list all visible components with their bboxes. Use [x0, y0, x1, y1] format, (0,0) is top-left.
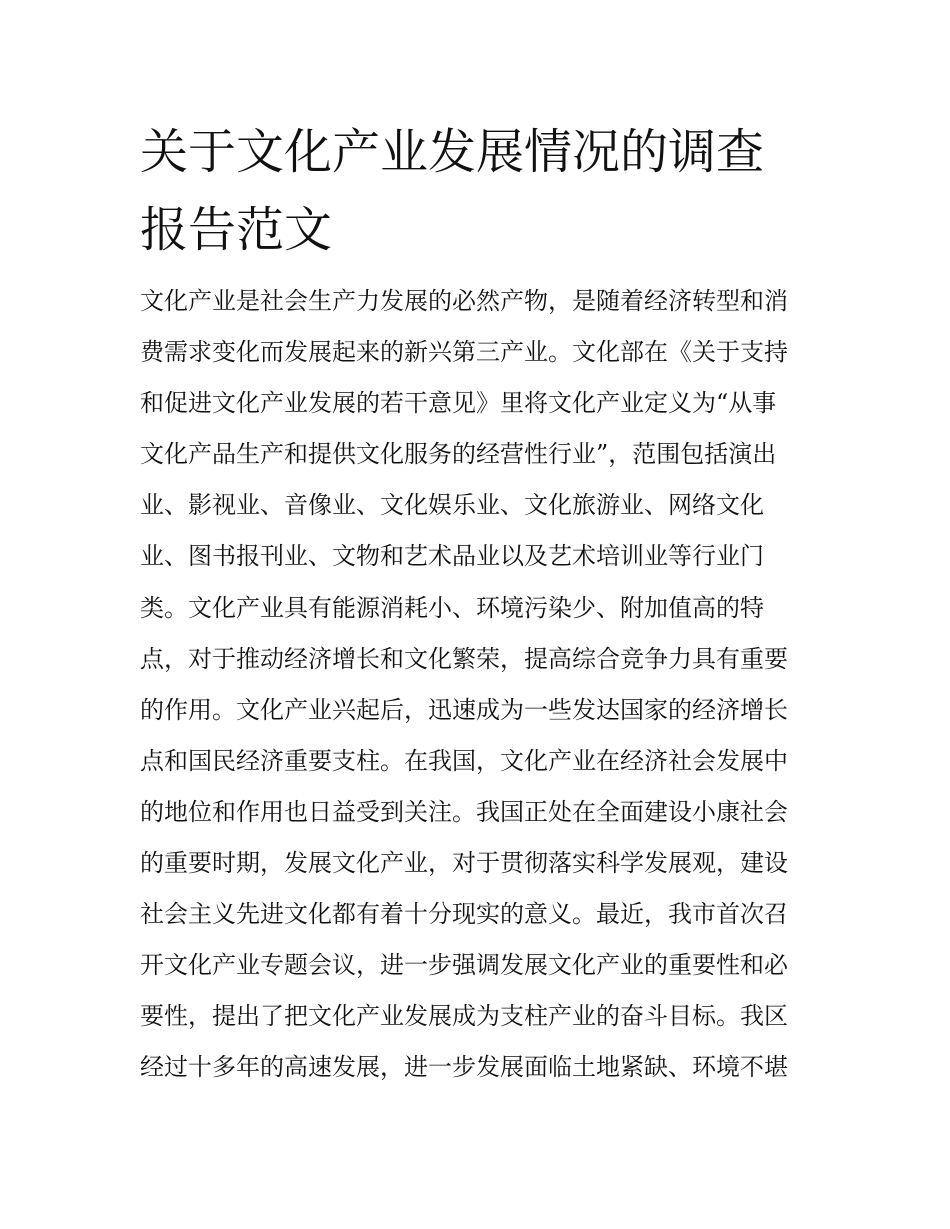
- document-title: [140, 113, 830, 269]
- title-line: 关于文化产业发展情况的调查: [140, 124, 765, 180]
- body-line: 开文化产业专题会议，进一步强调发展文化产业的重要性和必: [140, 951, 788, 980]
- body-line: 业、影视业、音像业、文化娱乐业、文化旅游业、网络文化: [140, 491, 764, 520]
- body-line: 社会主义先进文化都有着十分现实的意义。最近，我市首次召: [140, 900, 788, 929]
- body-line: 文化产业是社会生产力发展的必然产物，是随着经济转型和消: [140, 287, 788, 315]
- body-line: 费需求变化而发展起来的新兴第三产业。文化部在《关于支持: [140, 338, 788, 367]
- body-line: 经过十多年的高速发展，进一步发展面临土地紧缺、环境不堪: [140, 1053, 788, 1082]
- body-line: 的作用。文化产业兴起后，迅速成为一些发达国家的经济增长: [140, 695, 788, 724]
- body-line: 的重要时期，发展文化产业，对于贯彻落实科学发展观，建设: [140, 849, 788, 878]
- body-line: 的地位和作用也日益受到关注。我国正处在全面建设小康社会: [140, 797, 788, 826]
- title-line: 报告范文: [140, 202, 333, 258]
- body-line: 点，对于推动经济增长和文化繁荣，提高综合竞争力具有重要: [140, 644, 788, 673]
- body-line: 要性，提出了把文化产业发展成为支柱产业的奋斗目标。我区: [140, 1002, 788, 1031]
- body-line: 和促进文化产业发展的若干意见》里将文化产业定义为“从事: [140, 389, 777, 418]
- body-line: 文化产品生产和提供文化服务的经营性行业”，范围包括演出: [140, 440, 777, 469]
- body-line: 业、图书报刊业、文物和艺术品业以及艺术培训业等行业门: [140, 542, 764, 571]
- document-body: [140, 276, 820, 1094]
- body-line: 类。文化产业具有能源消耗小、环境污染少、附加值高的特: [140, 593, 764, 622]
- body-line: 点和国民经济重要支柱。在我国，文化产业在经济社会发展中: [140, 746, 788, 775]
